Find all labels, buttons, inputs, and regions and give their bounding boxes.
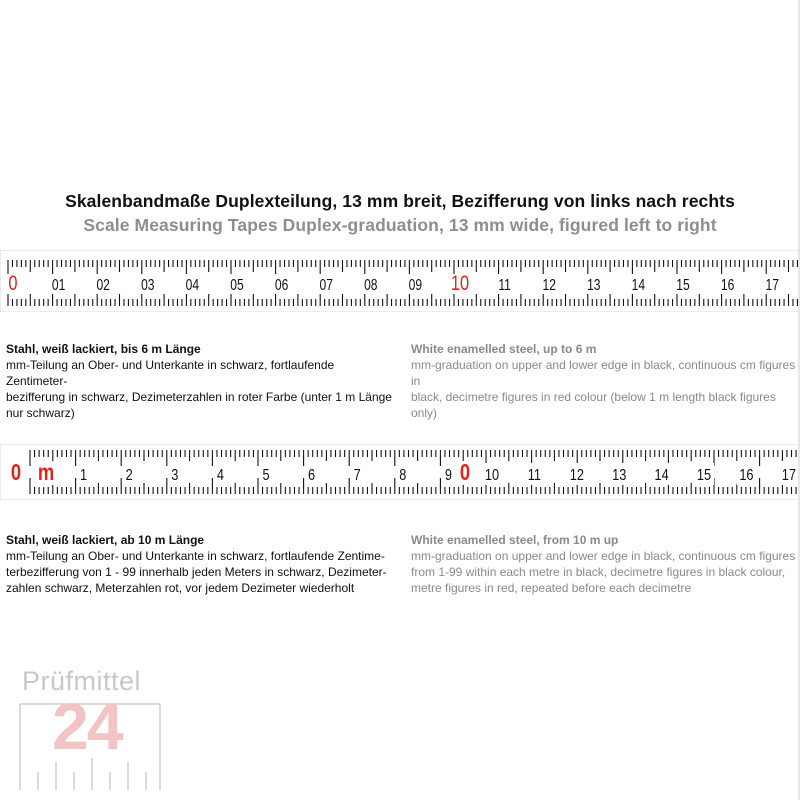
tape2-number-label: 5 (262, 466, 270, 485)
section2-german-line: zahlen schwarz, Meterzahlen rot, vor jedem Dezimeter wiederholt (6, 581, 355, 595)
section1-german-line: bezifferung in schwarz, Dezimeterzahlen in roter Farbe (unter 1 m Länge (6, 390, 392, 404)
tape1-number-label: 06 (274, 275, 289, 294)
tape2-number-label: 11 (527, 466, 542, 485)
tape1-graphic (0, 250, 800, 312)
tape1-number-label: 17 (765, 275, 779, 294)
logo-wordmark: Prüfmittel (22, 666, 142, 696)
section1-german (6, 341, 396, 421)
title-german: Skalenbandmaße Duplexteilung, 13 mm breit, Bezifferung von links nach rechts (65, 191, 735, 211)
tape-duplex-up-to-6m (0, 250, 800, 312)
tape1-number-label: 05 (230, 275, 244, 294)
tape1-number-label: 15 (676, 275, 690, 294)
section1-english-heading: White enamelled steel, up to 6 m (411, 342, 597, 356)
tape1-number-label: 16 (720, 275, 735, 294)
tape-duplex-from-10m (0, 444, 800, 500)
section1-german-line: nur schwarz) (6, 406, 75, 420)
tape1-number-label: 08 (364, 275, 378, 294)
tape2-number-label: 13 (612, 466, 627, 485)
tape1-number-label: 11 (498, 275, 511, 294)
tape1-number-label: 13 (587, 275, 601, 294)
section2-german-heading: Stahl, weiß lackiert, ab 10 m Länge (6, 533, 205, 547)
tape2-number-label: 16 (739, 466, 754, 485)
section1-german-line: mm-Teilung an Ober- und Unterkante in schwarz, fortlaufende Zentimeter- (6, 358, 335, 388)
tape2-number-label: m (37, 460, 55, 486)
tape2-number-label: 15 (696, 466, 712, 485)
tape1-number-label: 03 (141, 275, 155, 294)
section1-english-line: black, decimetre figures in red colour (below 1 m length black figures only) (411, 390, 776, 420)
tape2-number-label: 2 (125, 466, 133, 485)
section1-english-line: mm-graduation on upper and lower edge in black, continuous cm figures in (411, 358, 796, 388)
tape2-number-label: 17 (781, 466, 796, 485)
tape2-number-label: 1 (80, 466, 88, 485)
tape1-number-label: 0 (8, 271, 18, 295)
section1-german-heading: Stahl, weiß lackiert, bis 6 m Länge (6, 342, 201, 356)
tape1-number-label: 12 (542, 275, 556, 294)
section2-english-heading: White enamelled steel, from 10 m up (411, 533, 619, 547)
section2-german-line: terbezifferung von 1 - 99 innerhalb jeden Meters in schwarz, Dezimeter- (6, 565, 387, 579)
tape2-number-label: 8 (399, 466, 407, 485)
tape2-number-label: 12 (569, 466, 584, 485)
section2-german (6, 532, 396, 596)
section2-english-line: metre figures in red, repeated before each decimetre (411, 581, 692, 595)
tape1-number-label: 09 (408, 275, 423, 294)
title-english: Scale Measuring Tapes Duplex-graduation, 13 mm wide, figured left to right (83, 215, 717, 235)
tape1-number-label: 10 (450, 271, 470, 295)
section2-english (411, 532, 800, 596)
tape2-number-label: 10 (484, 466, 500, 485)
tape2-number-label: 0 (459, 460, 471, 486)
tape2-number-label: 6 (308, 466, 316, 485)
section2-english-line: from 1-99 within each metre in black, decimetre figures in black colour, (411, 565, 786, 579)
section2-english-line: mm-graduation on upper and lower edge in black, continuous cm figures (411, 549, 796, 563)
section1-english (411, 341, 800, 421)
tape1-number-label: 01 (51, 275, 66, 294)
tape2-number-label: 14 (654, 466, 669, 485)
tape2-number-label: 3 (171, 466, 179, 485)
logo-number: 24 (52, 689, 122, 763)
tape1-number-label: 14 (631, 275, 646, 294)
tape1-number-label: 04 (185, 275, 200, 294)
tape1-number-label: 02 (96, 275, 110, 294)
tape2-number-label: 0 (10, 460, 22, 486)
tape2-graphic (0, 444, 800, 500)
tape2-number-label: 7 (353, 466, 361, 485)
tape2-number-label: 9 (444, 466, 452, 485)
tape2-number-label: 4 (216, 466, 224, 485)
pruefmittel24-logo (18, 662, 168, 792)
section2-german-line: mm-Teilung an Ober- und Unterkante in schwarz, fortlaufende Zentime- (6, 549, 385, 563)
tape1-number-label: 07 (319, 275, 333, 294)
